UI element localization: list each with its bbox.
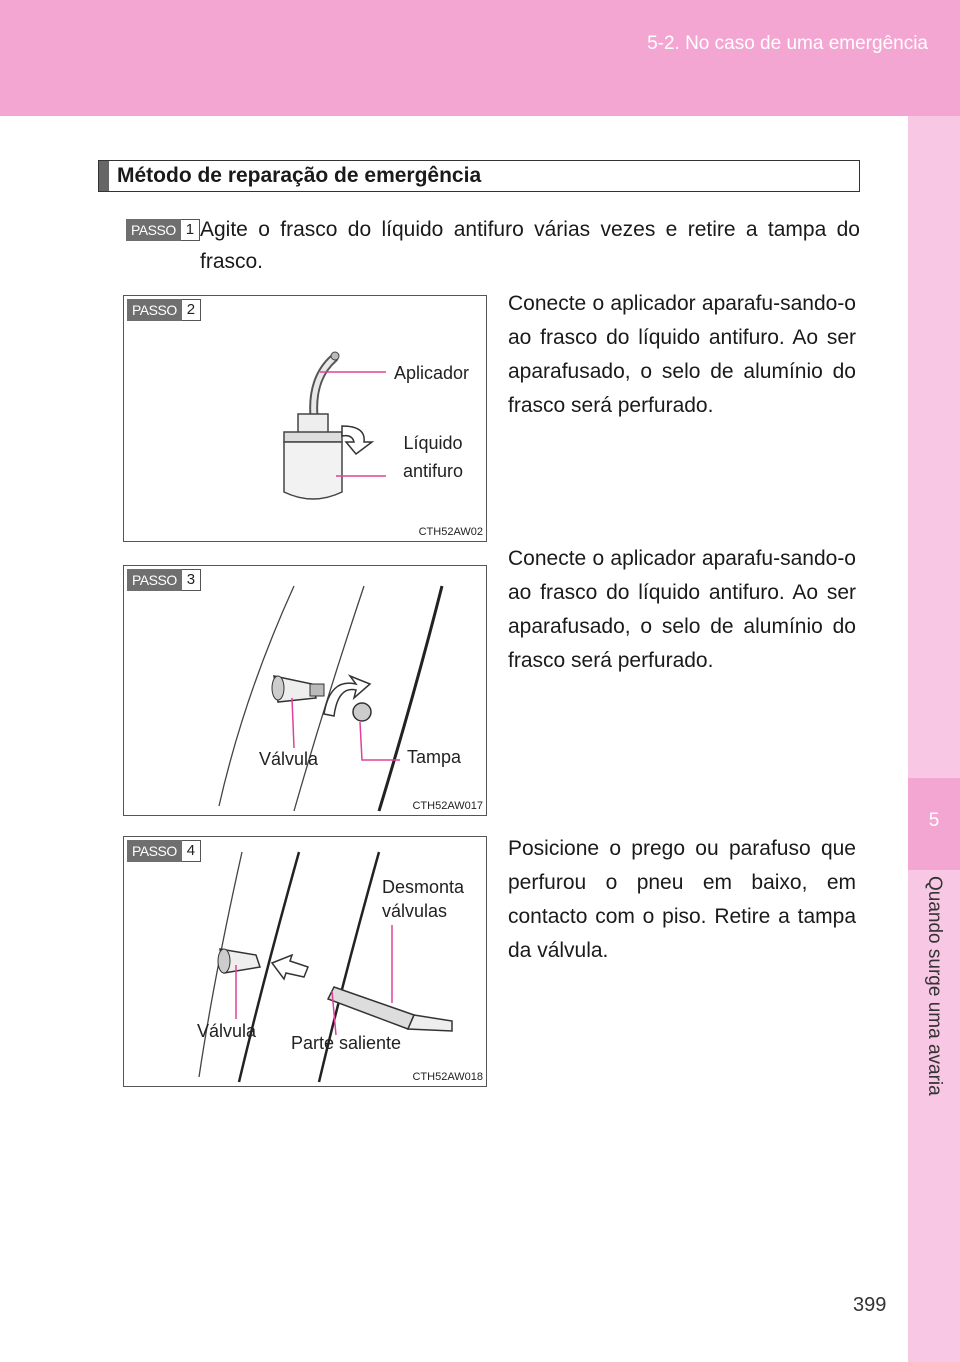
step-1-text: Agite o frasco do líquido antifuro várias vezes e retire a tampa do frasco. [200, 218, 860, 273]
figure-code: CTH52AW017 [412, 800, 483, 812]
step-number: 4 [182, 840, 201, 862]
figure-step-3 [123, 565, 487, 816]
label-valve-remover: Desmonta válvulas [382, 877, 465, 921]
figure-step-2 [123, 295, 487, 542]
label-valve: Válvula [197, 1021, 257, 1041]
step-label: PASSO [127, 840, 182, 862]
step-number: 2 [182, 299, 201, 321]
breadcrumb: 5-2. No caso de uma emergência [647, 33, 928, 54]
section-heading [98, 160, 860, 192]
step-badge-4 [127, 840, 201, 862]
figure-step-4 [123, 836, 487, 1087]
step-badge-2 [127, 299, 201, 321]
label-applicator: Aplicador [394, 363, 470, 383]
step-badge-1 [126, 219, 200, 241]
chapter-title: Quando surge uma avaria [924, 876, 945, 1096]
label-protruding-part: Parte saliente [291, 1033, 402, 1053]
section-title: Método de reparação de emergência [117, 164, 482, 187]
figure-code: CTH52AW018 [412, 1071, 483, 1083]
page-number: 399 [853, 1294, 887, 1316]
step-4-text: Posicione o prego ou parafuso que perfurou o pneu em baixo, em contacto com o piso. Retire a tampa da válvula. [508, 837, 856, 962]
step-badge-3 [127, 569, 201, 591]
step-number: 3 [182, 569, 201, 591]
step-label: PASSO [127, 569, 182, 591]
tire-valve-cap-illustration [124, 566, 488, 817]
step-2-text: Conecte o aplicador aparafu-sando-o ao frasco do líquido antifuro. Ao ser aparafusado, o selo de alumínio do frasco será perfurado. [508, 292, 856, 417]
step-label: PASSO [126, 219, 181, 241]
label-cap: Tampa [407, 747, 462, 767]
label-valve: Válvula [259, 749, 319, 769]
figure-code: CTH52AW02 [418, 526, 483, 538]
section-heading-bar [99, 161, 109, 191]
applicator-bottle-illustration [124, 296, 488, 543]
label-antipuncture-liquid: Líquido antifuro [402, 433, 464, 481]
chapter-side-tab[interactable] [908, 116, 960, 1362]
page-header [0, 0, 960, 116]
chapter-number: 5 [928, 810, 940, 831]
step-number: 1 [181, 219, 200, 241]
step-3-text: Conecte o aplicador aparafu-sando-o ao frasco do líquido antifuro. Ao ser aparafusado, o selo de alumínio do frasco será perfurado. [508, 547, 856, 672]
step-label: PASSO [127, 299, 182, 321]
